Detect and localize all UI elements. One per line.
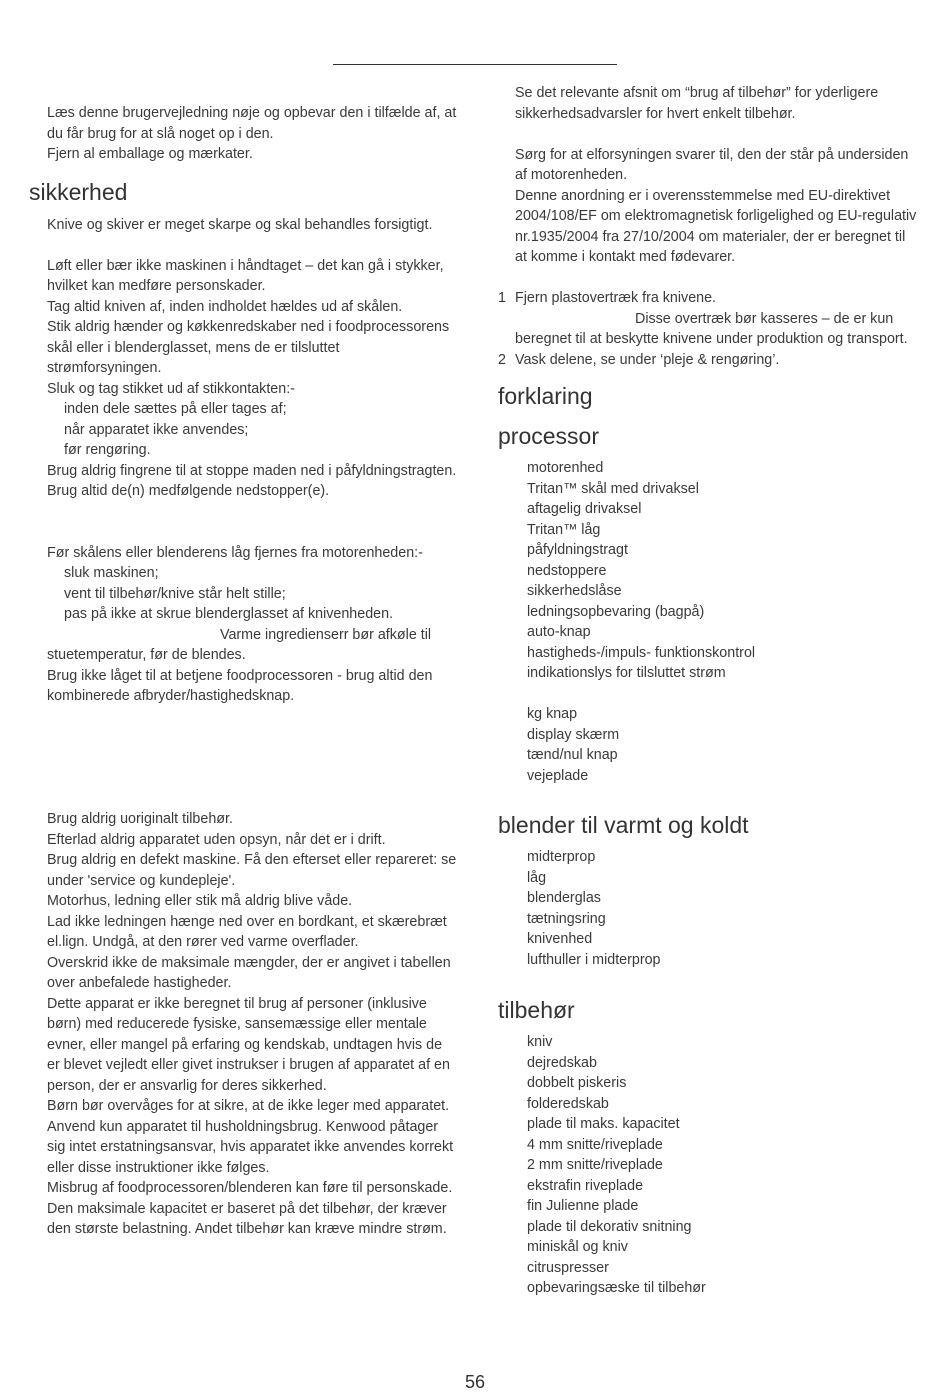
list-item: knivenhed xyxy=(527,931,593,947)
list-item: miniskål og kniv xyxy=(527,1239,628,1255)
left-column xyxy=(29,103,457,1240)
tilbehor-list xyxy=(498,1032,918,1299)
list-item: aftagelig drivaksel xyxy=(527,501,642,517)
safety-paragraph: Efterlad aldrig apparatet uden opsyn, når det er i drift. xyxy=(47,831,386,848)
safety-paragraph: Lad ikke ledningen hænge ned over en bordkant, et skærebræt el.lign. Undgå, at den rører ved varme overflader. xyxy=(47,913,447,950)
list-item: lufthuller i midterprop xyxy=(527,951,661,968)
list-item: nedstoppere xyxy=(527,562,607,579)
safety-paragraph: Dette apparat er ikke beregnet til brug af personer (inklusive børn) med reducerede fysiske, sansemæssige eller mentale evner, eller mangel på erfaring og kendskab, undtagen hvis de er blevet vejledt eller givet instrukser i brugen af apparatet af en person, der er ansvarlig for deres sikkerhed. xyxy=(47,995,450,1094)
safety-paragraph: Overskrid ikke de maksimale mængder, der er angivet i tabellen over anbefalede hastigheder. xyxy=(47,954,451,991)
safety-paragraph: Brug aldrig en defekt maskine. Få den efterset eller repareret: se under 'service og kundepleje'. xyxy=(47,852,457,889)
page-number: 56 xyxy=(464,1372,486,1392)
safety-paragraph: Brug aldrig fingrene til at stoppe maden ned i påfyldningstragten. Brug altid de(n) medfølgende nedstopper(e). xyxy=(47,462,457,499)
safety-paragraph: Knive og skiver er meget skarpe og skal behandles forsigtigt. xyxy=(47,216,433,233)
safety-paragraph: Børn bør overvåges for at sikre, at de ikke leger med apparatet. xyxy=(47,1098,450,1114)
safety-paragraph: Sluk og tag stikket ud af stikkontakten:- xyxy=(47,380,295,397)
blender-heading: blender til varmt og koldt xyxy=(498,812,749,838)
eu-note: Denne anordning er i overensstemmelse med EU-direktivet 2004/108/EF om elektromagnetisk forligelighed og EU-regulativ nr.1935/2004 fra 27/10/2004 om materialer, der er beregnet til at komme i kontakt med fødevarer. xyxy=(515,187,917,265)
list-item: hastigheds-/impuls- funktionskontrol xyxy=(527,644,756,661)
safety-paragraph: Stik aldrig hænder og køkkenredskaber ned i foodprocessorens skål eller i blenderglasset, mens de er tilsluttet strømforsyningen. xyxy=(47,319,450,376)
safety-list-item: sluk maskinen; xyxy=(64,565,159,581)
list-item: 2 mm snitte/riveplade xyxy=(527,1157,663,1173)
safety-list-item: før rengøring. xyxy=(64,442,151,458)
intro-paragraph: Fjern al emballage og mærkater. xyxy=(47,146,253,162)
step-number: 1 xyxy=(498,290,506,306)
processor-heading: processor xyxy=(498,423,599,449)
safety-list-item: vent til tilbehør/knive står helt stille; xyxy=(64,585,286,602)
list-item: tænd/nul knap xyxy=(527,747,618,763)
list-item: blenderglas xyxy=(527,890,601,906)
step-number: 2 xyxy=(498,351,506,368)
list-item: plade til maks. kapacitet xyxy=(527,1116,680,1132)
safety-paragraph: Brug ikke låget til at betjene foodprocessoren - brug altid den kombinerede afbryder/hastighedsknap. xyxy=(47,667,433,704)
list-item: Tritan™ låg xyxy=(527,521,601,538)
step-item xyxy=(498,288,918,309)
list-item: kniv xyxy=(527,1034,553,1050)
list-item: indikationslys for tilsluttet strøm xyxy=(527,665,726,681)
list-item: vejeplade xyxy=(527,767,589,784)
safety-list-item: pas på ikke at skrue blenderglasset af knivenheden. xyxy=(64,606,394,622)
header-rule xyxy=(333,64,617,65)
list-item: display skærm xyxy=(527,726,620,743)
list-item: plade til dekorativ snitning xyxy=(527,1218,692,1235)
safety-paragraph: Motorhus, ledning eller stik må aldrig blive våde. xyxy=(47,893,353,909)
scale-list xyxy=(498,704,918,786)
right-column xyxy=(498,83,918,1299)
list-item: dobbelt piskeris xyxy=(527,1075,627,1091)
step-continuation: Disse overtræk bør kasseres – de er kun beregnet til at beskytte knivene under produktion og transport. xyxy=(515,310,908,347)
tilbehor-heading: tilbehør xyxy=(498,997,575,1023)
accessory-note: Se det relevante afsnit om “brug af tilbehør” for yderligere sikkerhedsadvarsler for hvert enkelt tilbehør. xyxy=(515,85,879,122)
safety-heading: sikkerhed xyxy=(29,178,128,205)
list-item: tætningsring xyxy=(527,910,606,927)
power-note: Sørg for at elforsyningen svarer til, den der står på undersiden af motorenheden. xyxy=(515,146,909,183)
list-item: 4 mm snitte/riveplade xyxy=(527,1136,663,1153)
list-item: citruspresser xyxy=(527,1259,609,1276)
safety-paragraph: Varme ingredienserr bør afkøle til stuetemperatur, før de blendes. xyxy=(47,626,432,663)
list-item: dejredskab xyxy=(527,1054,597,1071)
safety-paragraph: Den maksimale kapacitet er baseret på det tilbehør, der kræver den største belastning. Andet tilbehør kan kræve mindre strøm. xyxy=(47,1200,447,1237)
list-item: motorenhed xyxy=(527,460,604,476)
safety-paragraph: Brug aldrig uoriginalt tilbehør. xyxy=(47,811,233,827)
list-item: påfyldningstragt xyxy=(527,542,628,558)
blender-list xyxy=(498,847,918,970)
safety-paragraph: Før skålens eller blenderens låg fjernes fra motorenheden:- xyxy=(47,544,423,561)
step-text: Fjern plastovertræk fra knivene. xyxy=(515,290,717,306)
list-item: fin Julienne plade xyxy=(527,1198,639,1214)
intro-paragraph: Læs denne brugervejledning nøje og opbevar den i tilfælde af, at du får brug for at slå noget op i den. xyxy=(47,105,457,142)
safety-list-item: når apparatet ikke anvendes; xyxy=(64,421,249,438)
list-item: kg knap xyxy=(527,706,578,722)
list-item: låg xyxy=(527,869,547,886)
forklaring-heading: forklaring xyxy=(498,383,593,409)
safety-paragraph: Anvend kun apparatet til husholdningsbrug. Kenwood påtager sig intet erstatningsansvar, hvis apparatet ikke anvendes korrekt eller disse instruktioner ikke følges. xyxy=(47,1118,454,1176)
list-item: auto-knap xyxy=(527,624,591,640)
step-item xyxy=(498,350,918,371)
list-item: ledningsopbevaring (bagpå) xyxy=(527,603,705,620)
step-text: Vask delene, se under ‘pleje & rengøring’. xyxy=(515,351,780,368)
list-item: midterprop xyxy=(527,849,596,865)
list-item: sikkerhedslåse xyxy=(527,583,622,599)
list-item: opbevaringsæske til tilbehør xyxy=(527,1280,706,1296)
list-item: ekstrafin riveplade xyxy=(527,1177,644,1194)
safety-list-item: inden dele sættes på eller tages af; xyxy=(64,401,287,417)
safety-paragraph: Misbrug af foodprocessoren/blenderen kan føre til personskade. xyxy=(47,1180,453,1196)
list-item: Tritan™ skål med drivaksel xyxy=(527,480,699,497)
safety-paragraph: Tag altid kniven af, inden indholdet hældes ud af skålen. xyxy=(47,298,403,315)
safety-paragraph: Løft eller bær ikke maskinen i håndtaget – det kan gå i stykker, hvilket kan medføre personskader. xyxy=(47,257,444,294)
list-item: folderedskab xyxy=(527,1095,609,1112)
processor-list xyxy=(498,458,918,684)
